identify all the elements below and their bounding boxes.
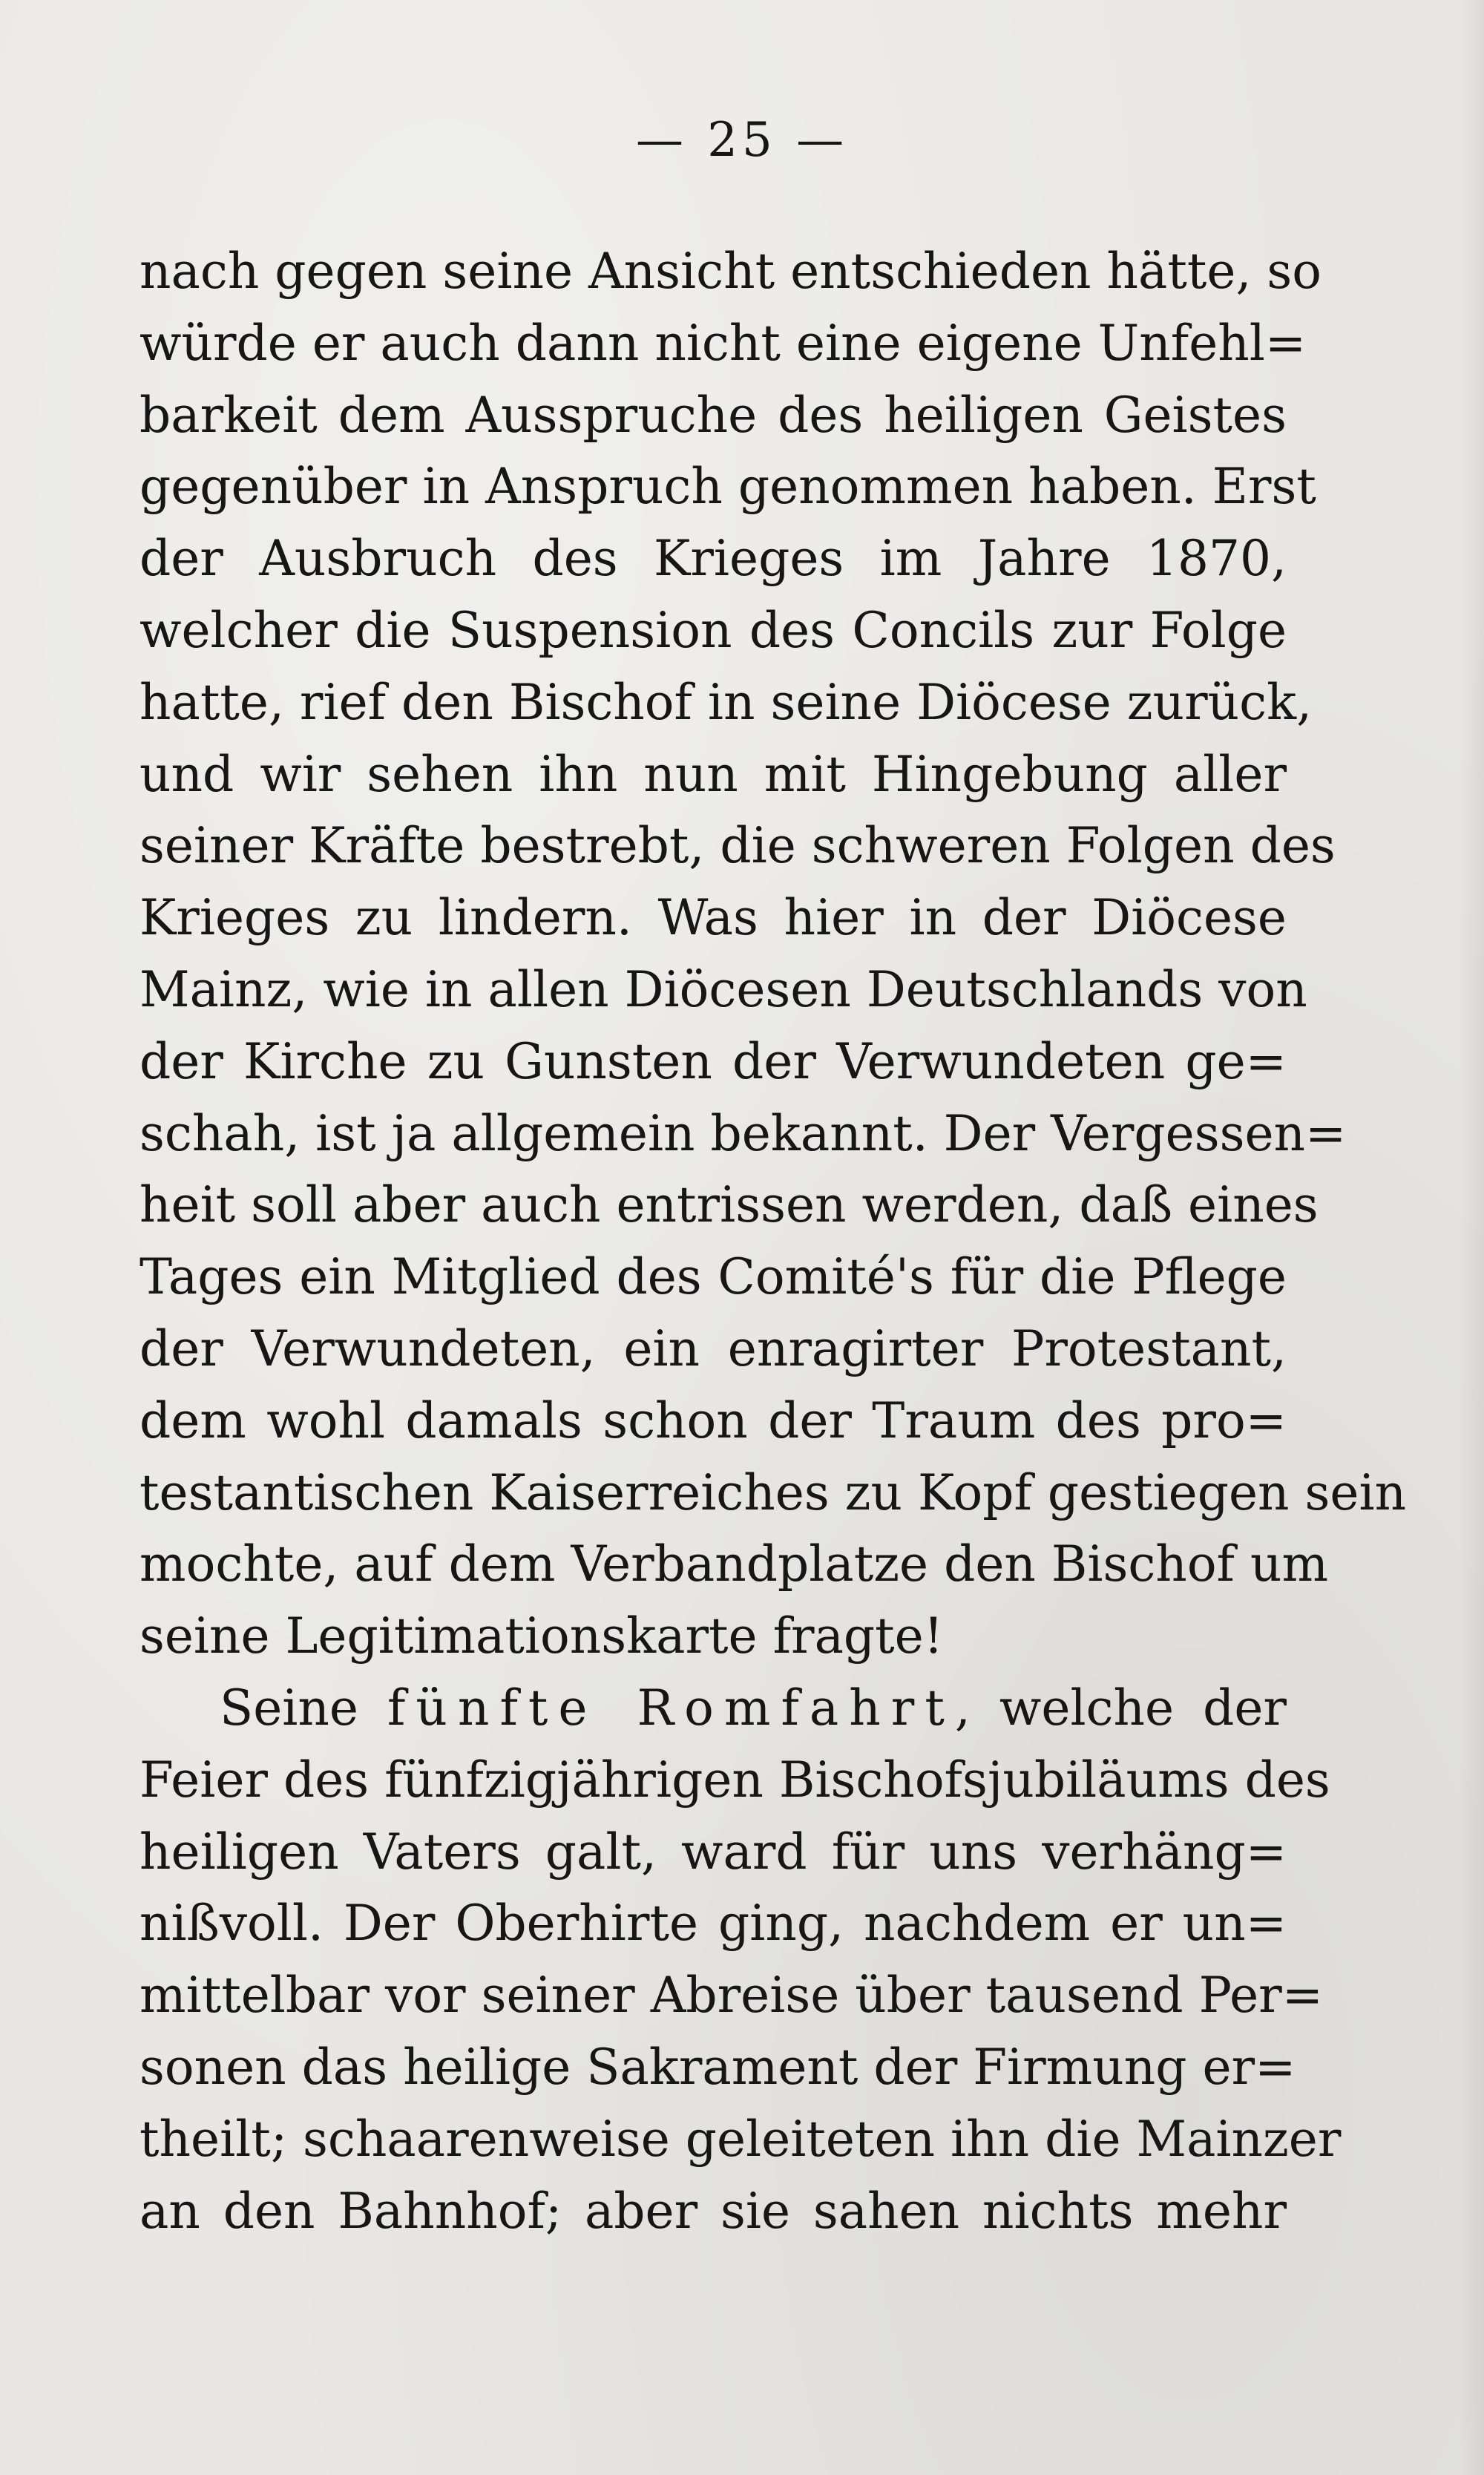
text-line: Krieges zu lindern. Was hier in der Diöcese — [139, 889, 1287, 947]
text-line: der Kirche zu Gunsten der Verwundeten ge= — [139, 1032, 1287, 1090]
text-line: seiner Kräfte bestrebt, die schweren Folgen des — [139, 817, 1336, 875]
paragraph — [139, 236, 1407, 1673]
paragraph — [139, 1673, 1342, 2247]
text-line: mochte, auf dem Verbandplatze den Bischof um — [139, 1535, 1329, 1593]
text-line: gegenüber in Anspruch genommen haben. Erst — [139, 458, 1316, 516]
text-line: hatte, rief den Bischof in seine Diöcese zurück, — [139, 673, 1313, 731]
text-line: welcher die Suspension des Concils zur Folge — [139, 601, 1287, 659]
text-line: würde er auch dann nicht eine eigene Unfehl= — [139, 314, 1307, 372]
text-line: sonen das heilige Sakrament der Firmung er= — [139, 2038, 1296, 2096]
text-line: Mainz, wie in allen Diöcesen Deutschlands von — [139, 960, 1307, 1018]
text-line: testantischen Kaiserreiches zu Kopf gestiegen sein — [139, 1463, 1407, 1521]
text-line: heit soll aber auch entrissen werden, daß eines — [139, 1176, 1319, 1234]
text-fragment: Seine — [220, 1679, 387, 1737]
text-line: seine Legitimationskarte fragte! — [139, 1607, 944, 1665]
text-line: schah, ist ja allgemein bekannt. Der Vergessen= — [139, 1104, 1347, 1162]
text-line: nißvoll. Der Oberhirte ging, nachdem er un= — [139, 1895, 1287, 1953]
text-line: der Verwundeten, ein enragirter Protestant, — [139, 1320, 1287, 1377]
text-line: mittelbar vor seiner Abreise über tausend Per= — [139, 1967, 1323, 2025]
emphasized-phrase: fünfte Romfahrt — [387, 1679, 955, 1737]
text-line: heiligen Vaters galt, ward für uns verhäng= — [139, 1823, 1287, 1881]
body-text — [139, 236, 1407, 2247]
text-line: an den Bahnhof; aber sie sahen nichts mehr — [139, 2182, 1287, 2240]
text-line: Tages ein Mitglied des Comité's für die Pflege — [139, 1248, 1287, 1306]
text-line: Feier des fünfzigjährigen Bischofsjubiläums des — [139, 1751, 1330, 1809]
text-line: theilt; schaarenweise geleiteten ihn die Mainzer — [139, 2110, 1342, 2168]
text-line: nach gegen seine Ansicht entschieden hätte, so — [139, 243, 1322, 300]
text-line — [139, 1673, 1287, 1745]
text-line: dem wohl damals schon der Traum des pro= — [139, 1391, 1287, 1449]
text-fragment: , welche der — [954, 1679, 1287, 1737]
page-number: — 25 — — [635, 113, 849, 168]
text-line: der Ausbruch des Krieges im Jahre 1870, — [139, 530, 1287, 588]
text-line: und wir sehen ihn nun mit Hingebung aller — [139, 745, 1287, 803]
text-line: barkeit dem Ausspruche des heiligen Geistes — [139, 386, 1287, 444]
